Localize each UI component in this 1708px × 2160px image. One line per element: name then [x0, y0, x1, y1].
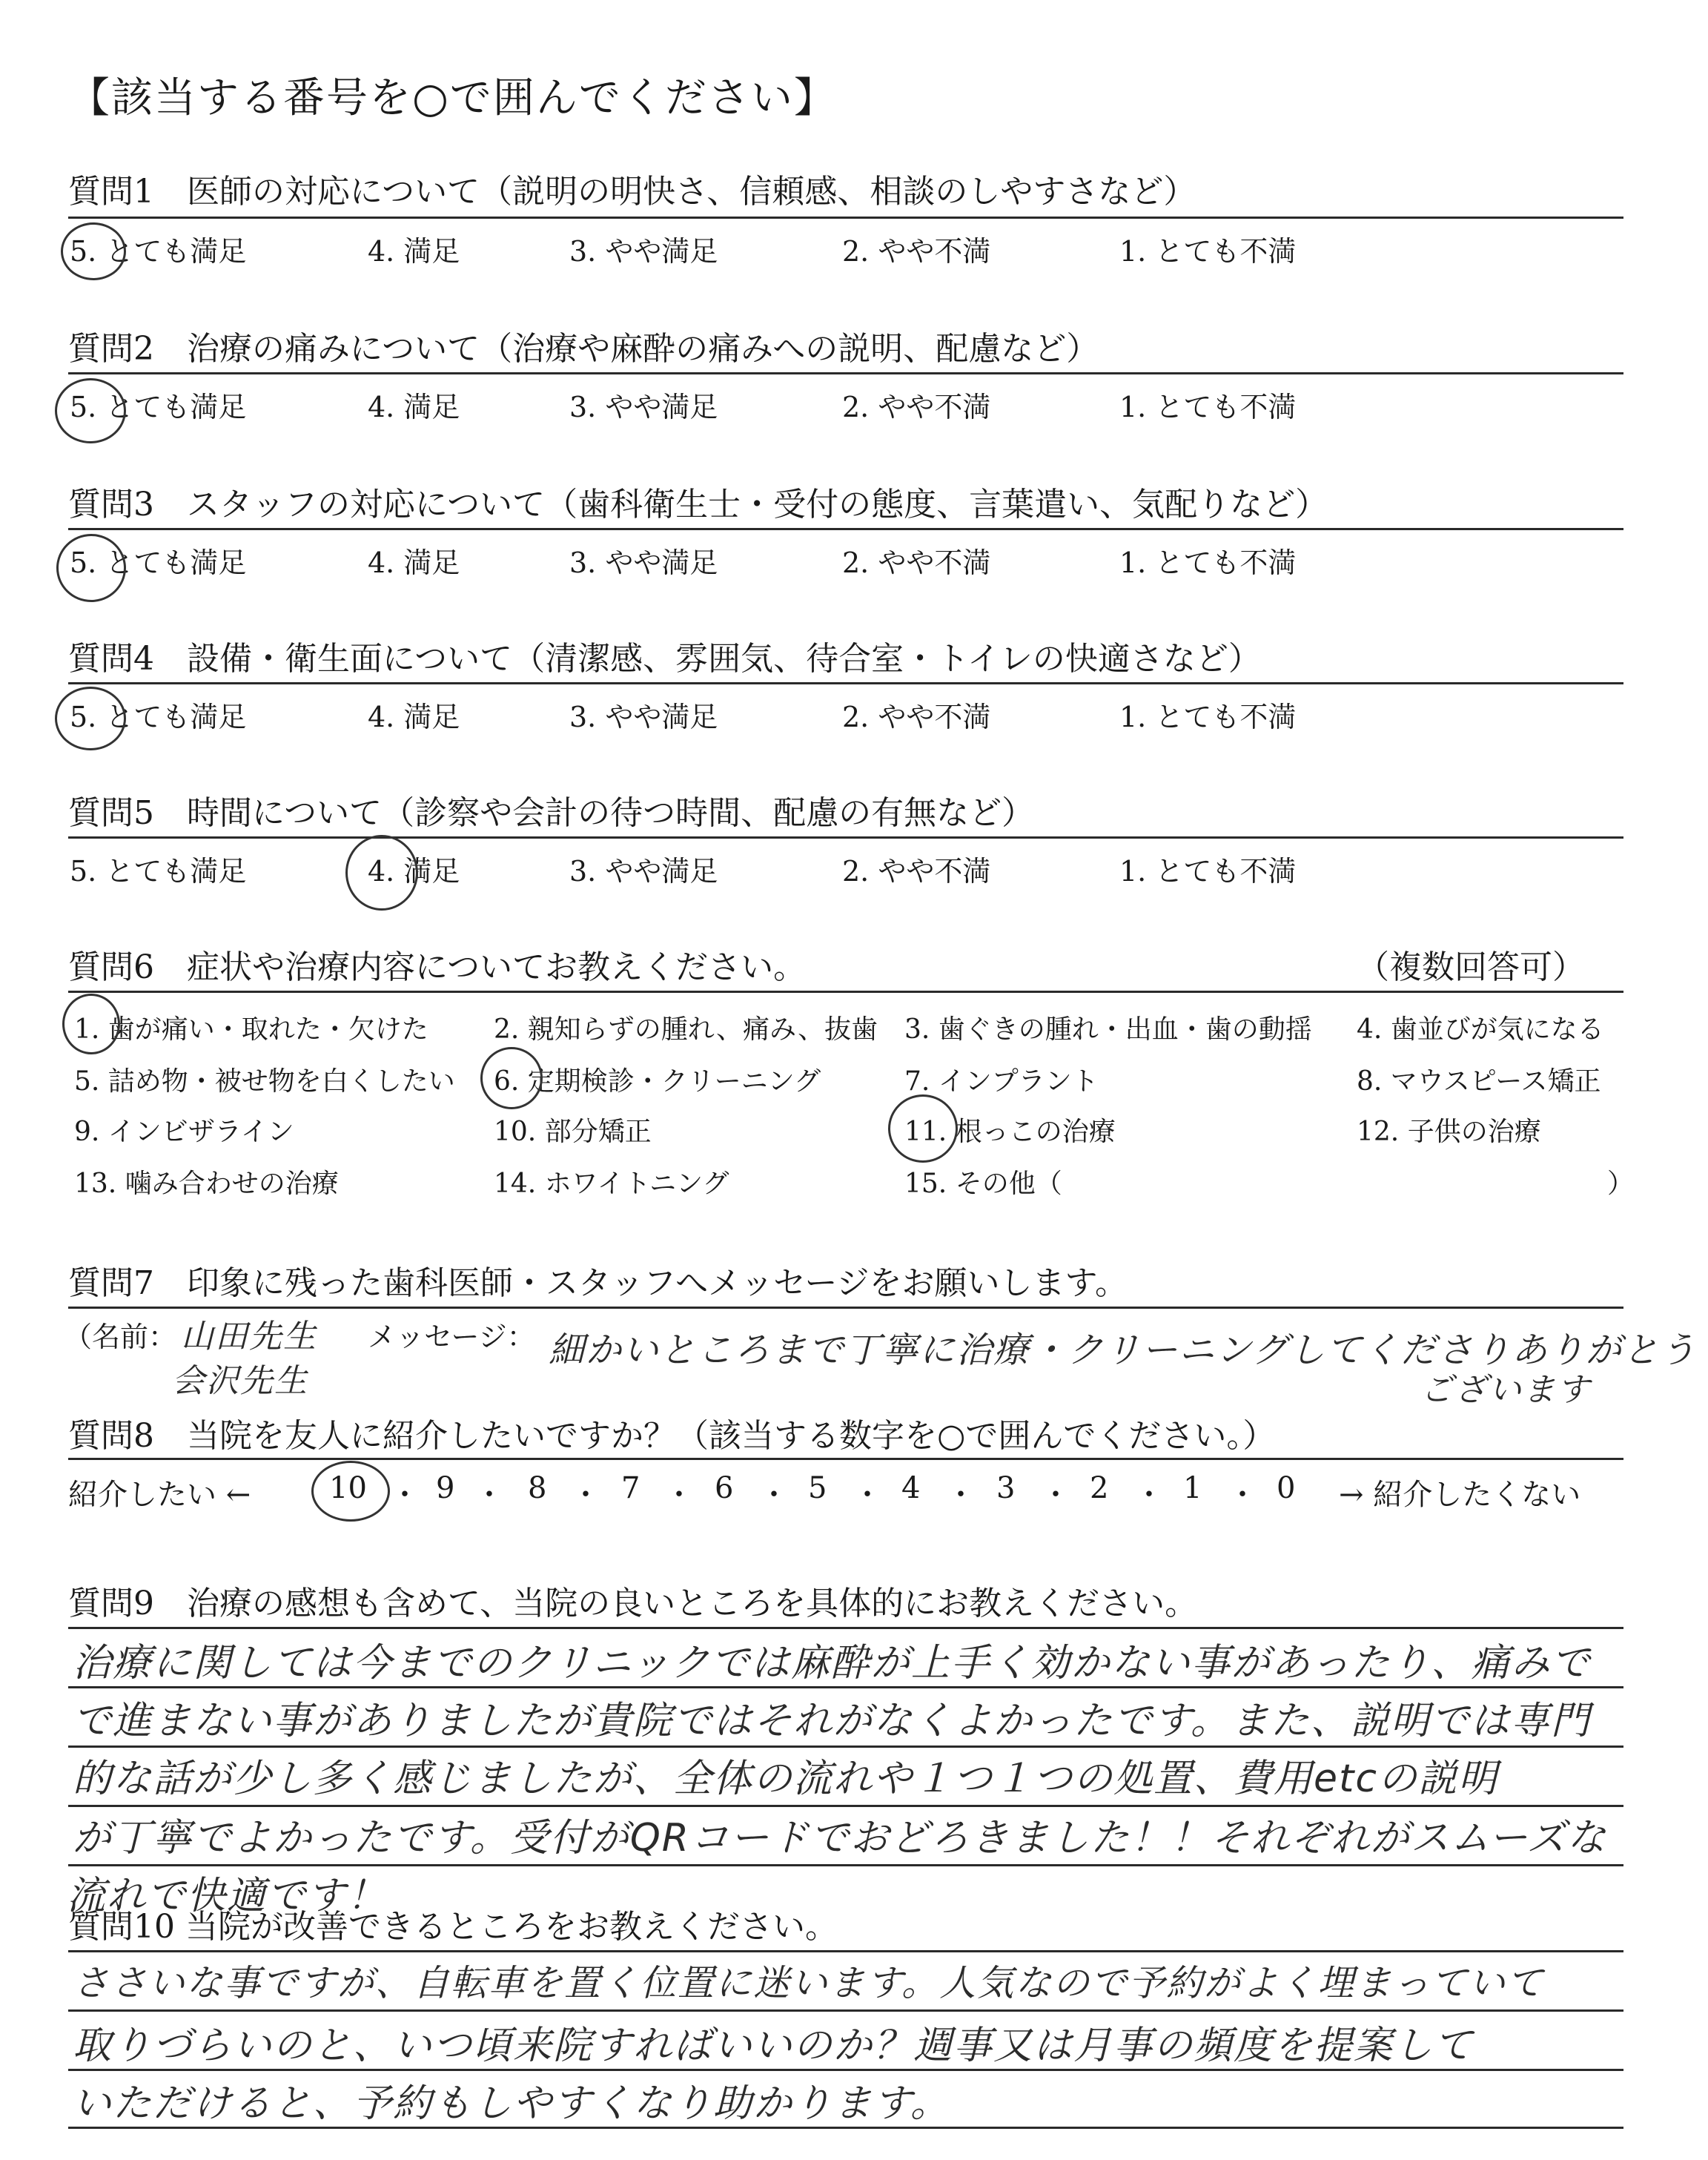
q6-note: （複数回答可） [1357, 948, 1585, 986]
q7-name-label: （名前： [64, 1321, 177, 1353]
q10-answer-line-2: 取りづらいのと、いつ頃来院すればいいのか？週事又は月事の頻度を提案して [73, 2024, 1474, 2068]
q6-option-12[interactable]: 12. 子供の治療 [1357, 1117, 1541, 1147]
q7-message-line1: 細かいところまで丁寧に治療・クリーニングしてくださりありがとう [549, 1330, 1698, 1371]
q2-option-1[interactable]: 1. とても不満 [1119, 391, 1297, 423]
q7-message-line2: ございます [1420, 1371, 1591, 1409]
q10-answer-line-3: いただけると、予約もしやすくなり助かります。 [73, 2081, 950, 2126]
q1-option-1[interactable]: 1. とても不満 [1119, 235, 1297, 268]
q6-option-9[interactable]: 9. インビザライン [74, 1117, 294, 1147]
q6-option-10[interactable]: 10. 部分矯正 [494, 1117, 652, 1147]
q8-dot: ・ [1228, 1478, 1257, 1512]
q7-rule [68, 1307, 1623, 1309]
q8-dot: ・ [1134, 1478, 1164, 1512]
q9-answer-line-5: 流れで快適です！ [67, 1874, 388, 1918]
q8-dot: ・ [1041, 1478, 1070, 1512]
q6-option-2[interactable]: 2. 親知らずの腫れ、痛み、抜歯 [494, 1014, 878, 1045]
q7-name-line2: 会沢先生 [172, 1362, 308, 1400]
q10-title: 質問10 当院が改善できるところをお教えください。 [68, 1908, 838, 1946]
q8-dot: ・ [664, 1478, 694, 1512]
q8-value-0[interactable]: 0 [1277, 1471, 1296, 1505]
q10-rule-1 [68, 2009, 1623, 2012]
q1-title: 質問1 医師の対応について（説明の明快さ、信頼感、相談のしやすさなど） [68, 173, 1196, 211]
q5-option-3[interactable]: 3. やや満足 [569, 855, 718, 888]
q8-right-label: → 紹介したくない [1339, 1478, 1581, 1512]
q6-option-7[interactable]: 7. インプラント [904, 1066, 1099, 1097]
q8-value-10[interactable]: 10 [329, 1471, 367, 1505]
q4-rule [68, 682, 1623, 684]
q4-option-4[interactable]: 4. 満足 [368, 701, 460, 733]
q5-rule [68, 836, 1623, 839]
q7-title: 質問7 印象に残った歯科医師・スタッフへメッセージをお願いします。 [68, 1264, 1128, 1302]
q4-option-3[interactable]: 3. やや満足 [569, 701, 718, 733]
q9-rule-0 [68, 1627, 1623, 1629]
q8-value-6[interactable]: 6 [715, 1471, 734, 1505]
q6-option-15-close: ） [1607, 1169, 1635, 1199]
q6-option-3[interactable]: 3. 歯ぐきの腫れ・出血・歯の動揺 [904, 1014, 1312, 1045]
q5-option-5[interactable]: 5. とても満足 [70, 855, 247, 888]
q10-answer-line-1: ささいな事ですが、自転車を置く位置に迷います。人気なので予約がよく埋まっていて [73, 1962, 1545, 2004]
q8-value-4[interactable]: 4 [901, 1471, 921, 1505]
q8-rule [68, 1458, 1623, 1460]
q2-option-4[interactable]: 4. 満足 [368, 391, 460, 423]
q5-option-1[interactable]: 1. とても不満 [1119, 855, 1297, 888]
q8-left-label: 紹介したい ← [68, 1478, 251, 1512]
q8-value-5[interactable]: 5 [808, 1471, 827, 1505]
q7-message-label: メッセージ： [368, 1321, 535, 1353]
q3-rule [68, 528, 1623, 530]
q3-option-5[interactable]: 5. とても満足 [70, 546, 247, 579]
q10-rule-0 [68, 1950, 1623, 1952]
q9-answer-line-2: で進まない事がありましたが貴院ではそれがなくよかったです。また、説明では専門 [73, 1699, 1591, 1743]
q8-dot: ・ [474, 1478, 504, 1512]
q8-value-7[interactable]: 7 [621, 1471, 640, 1505]
q2-title: 質問2 治療の痛みについて（治療や麻酔の痛みへの説明、配慮など） [68, 330, 1099, 368]
q6-option-6[interactable]: 6. 定期検診・クリーニング [494, 1066, 821, 1097]
q9-answer-line-3: 的な話が少し多く感じましたが、全体の流れや１つ１つの処置、費用etcの説明 [73, 1757, 1498, 1801]
q6-option-4[interactable]: 4. 歯並びが気になる [1357, 1014, 1604, 1045]
q8-dot: ・ [390, 1478, 420, 1512]
q1-option-5[interactable]: 5. とても満足 [70, 235, 247, 268]
q6-option-11[interactable]: 11. 根っこの治療 [904, 1117, 1116, 1147]
q4-option-1[interactable]: 1. とても不満 [1119, 701, 1297, 733]
q8-dot: ・ [571, 1478, 600, 1512]
q5-option-2[interactable]: 2. やや不満 [842, 855, 991, 888]
q4-title: 質問4 設備・衛生面について（清潔感、雰囲気、待合室・トイレの快適さなど） [68, 640, 1261, 678]
q9-answer-line-4: が丁寧でよかったです。受付がQRコードでおどろきました！！それぞれがスムーズな [73, 1816, 1607, 1860]
q5-option-4[interactable]: 4. 満足 [368, 855, 460, 888]
q5-title: 質問5 時間について（診察や会計の待つ時間、配慮の有無など） [68, 794, 1035, 832]
q8-value-3[interactable]: 3 [996, 1471, 1016, 1505]
q6-option-8[interactable]: 8. マウスピース矯正 [1357, 1066, 1601, 1097]
q8-value-9[interactable]: 9 [436, 1471, 455, 1505]
q6-option-1[interactable]: 1. 歯が痛い・取れた・欠けた [74, 1014, 428, 1045]
q2-rule [68, 372, 1623, 374]
q1-rule [68, 217, 1623, 219]
q6-option-15[interactable]: 15. その他（ [904, 1169, 1062, 1199]
q2-option-2[interactable]: 2. やや不満 [842, 391, 991, 423]
q6-title: 質問6 症状や治療内容についてお教えください。 [68, 948, 807, 986]
q3-option-1[interactable]: 1. とても不満 [1119, 546, 1297, 579]
q2-option-3[interactable]: 3. やや満足 [569, 391, 718, 423]
q6-option-13[interactable]: 13. 噛み合わせの治療 [74, 1169, 339, 1199]
q8-dot: ・ [946, 1478, 976, 1512]
q8-title: 質問8 当院を友人に紹介したいですか？（該当する数字を○で囲んでください。） [68, 1417, 1276, 1455]
q1-option-3[interactable]: 3. やや満足 [569, 235, 718, 268]
q6-rule [68, 991, 1623, 993]
q7-name-line1: 山田先生 [181, 1318, 317, 1355]
q8-value-2[interactable]: 2 [1090, 1471, 1109, 1505]
q9-answer-line-1: 治療に関しては今までのクリニックでは麻酔が上手く効かない事があったり、痛みで [73, 1641, 1592, 1685]
q9-title: 質問9 治療の感想も含めて、当院の良いところを具体的にお教えください。 [68, 1585, 1198, 1622]
q6-option-14[interactable]: 14. ホワイトニング [494, 1169, 729, 1199]
q3-option-4[interactable]: 4. 満足 [368, 546, 460, 579]
q8-value-8[interactable]: 8 [528, 1471, 547, 1505]
q8-dot: ・ [853, 1478, 882, 1512]
q4-option-5[interactable]: 5. とても満足 [70, 701, 247, 733]
q4-option-2[interactable]: 2. やや不満 [842, 701, 991, 733]
instruction-heading: 【該当する番号を○で囲んでください】 [68, 74, 837, 122]
q8-value-1[interactable]: 1 [1183, 1471, 1202, 1505]
q3-option-3[interactable]: 3. やや満足 [569, 546, 718, 579]
q6-option-5[interactable]: 5. 詰め物・被せ物を白くしたい [74, 1066, 455, 1097]
q3-option-2[interactable]: 2. やや不満 [842, 546, 991, 579]
q3-title: 質問3 スタッフの対応について（歯科衛生士・受付の態度、言葉遣い、気配りなど） [68, 486, 1328, 524]
q8-dot: ・ [759, 1478, 789, 1512]
q1-option-2[interactable]: 2. やや不満 [842, 235, 991, 268]
q2-option-5[interactable]: 5. とても満足 [70, 391, 247, 423]
q1-option-4[interactable]: 4. 満足 [368, 235, 460, 268]
